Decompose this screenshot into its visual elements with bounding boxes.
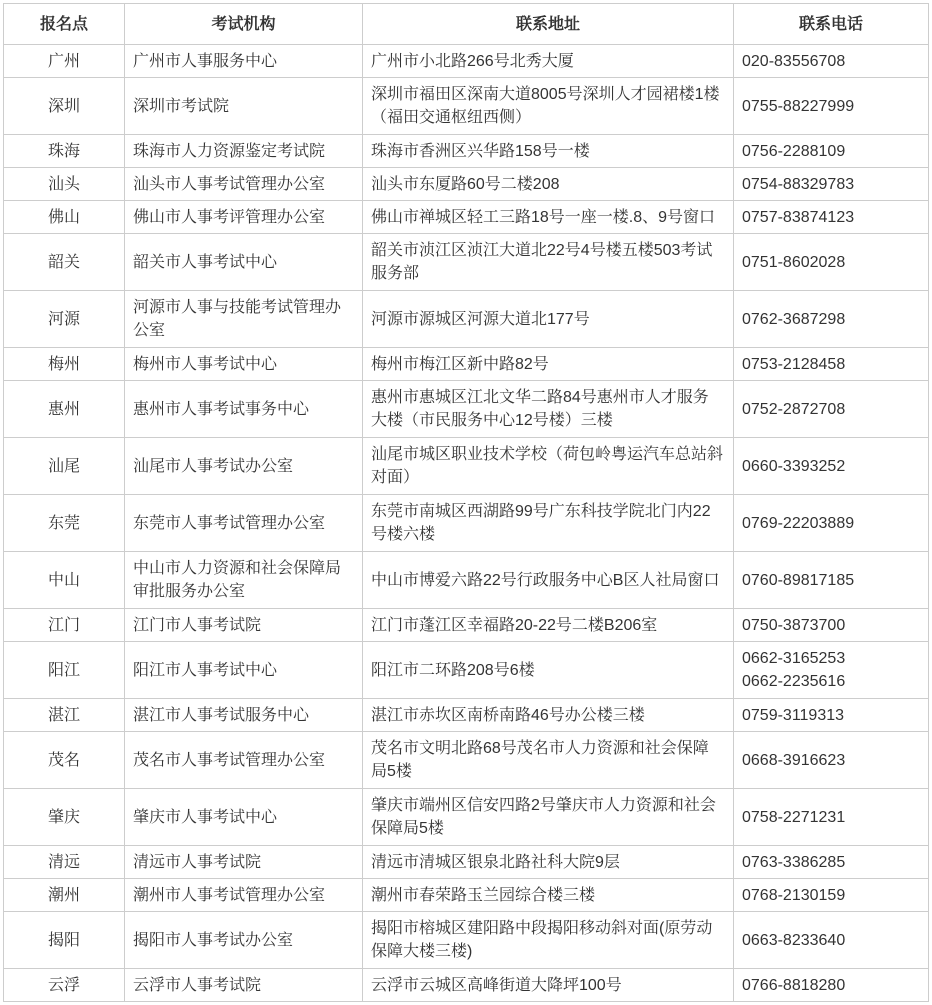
site-cell: 汕头 [4,168,125,201]
table-row [4,879,929,912]
table-row [4,732,929,789]
agency-cell: 肇庆市人事考试中心 [125,789,363,846]
table-row [4,552,929,609]
header-phone: 联系电话 [734,4,929,45]
agency-cell: 河源市人事与技能考试管理办 公室 [125,291,363,348]
agency-cell: 广州市人事服务中心 [125,45,363,78]
table-row [4,135,929,168]
table-row [4,168,929,201]
agency-cell: 惠州市人事考试事务中心 [125,381,363,438]
phone-cell: 0663-8233640 [734,912,929,969]
agency-cell: 韶关市人事考试中心 [125,234,363,291]
address-cell: 韶关市浈江区浈江大道北22号4号楼五楼503考试 服务部 [363,234,734,291]
phone-cell: 0750-3873700 [734,609,929,642]
phone-cell: 0753-2128458 [734,348,929,381]
address-cell: 阳江市二环路208号6楼 [363,642,734,699]
address-cell: 梅州市梅江区新中路82号 [363,348,734,381]
site-cell: 潮州 [4,879,125,912]
phone-cell: 0752-2872708 [734,381,929,438]
site-cell: 梅州 [4,348,125,381]
address-cell: 江门市蓬江区幸福路20-22号二楼B206室 [363,609,734,642]
agency-cell: 阳江市人事考试中心 [125,642,363,699]
address-cell: 湛江市赤坎区南桥南路46号办公楼三楼 [363,699,734,732]
table-row [4,78,929,135]
site-cell: 珠海 [4,135,125,168]
address-cell: 珠海市香洲区兴华路158号一楼 [363,135,734,168]
agency-cell: 汕尾市人事考试办公室 [125,438,363,495]
site-cell: 惠州 [4,381,125,438]
phone-cell: 0754-88329783 [734,168,929,201]
address-cell: 云浮市云城区高峰街道大降坪100号 [363,969,734,1002]
agency-cell: 清远市人事考试院 [125,846,363,879]
address-cell: 汕头市东厦路60号二楼208 [363,168,734,201]
agency-cell: 梅州市人事考试中心 [125,348,363,381]
agency-cell: 珠海市人力资源鉴定考试院 [125,135,363,168]
table-row [4,201,929,234]
header-site: 报名点 [4,4,125,45]
table-row [4,789,929,846]
phone-cell: 0768-2130159 [734,879,929,912]
agency-cell: 云浮市人事考试院 [125,969,363,1002]
phone-cell: 0756-2288109 [734,135,929,168]
site-cell: 中山 [4,552,125,609]
phone-cell: 020-83556708 [734,45,929,78]
agency-cell: 茂名市人事考试管理办公室 [125,732,363,789]
table-row [4,912,929,969]
address-cell: 广州市小北路266号北秀大厦 [363,45,734,78]
table-row [4,699,929,732]
header-address: 联系地址 [363,4,734,45]
address-cell: 茂名市文明北路68号茂名市人力资源和社会保障 局5楼 [363,732,734,789]
table-row [4,291,929,348]
table-row [4,438,929,495]
table-row [4,381,929,438]
table-row [4,969,929,1002]
phone-cell: 0760-89817185 [734,552,929,609]
agency-cell: 汕头市人事考试管理办公室 [125,168,363,201]
table-row [4,609,929,642]
address-cell: 河源市源城区河源大道北177号 [363,291,734,348]
table-row [4,45,929,78]
table-row [4,642,929,699]
phone-cell: 0769-22203889 [734,495,929,552]
agency-cell: 深圳市考试院 [125,78,363,135]
address-cell: 深圳市福田区深南大道8005号深圳人才园裙楼1楼 （福田交通枢纽西侧） [363,78,734,135]
agency-cell: 潮州市人事考试管理办公室 [125,879,363,912]
phone-cell: 0755-88227999 [734,78,929,135]
site-cell: 揭阳 [4,912,125,969]
address-cell: 惠州市惠城区江北文华二路84号惠州市人才服务 大楼（市民服务中心12号楼）三楼 [363,381,734,438]
table-row [4,846,929,879]
site-cell: 湛江 [4,699,125,732]
agency-cell: 江门市人事考试院 [125,609,363,642]
phone-cell: 0757-83874123 [734,201,929,234]
site-cell: 江门 [4,609,125,642]
address-cell: 佛山市禅城区轻工三路18号一座一楼.8、9号窗口 [363,201,734,234]
address-cell: 潮州市春荣路玉兰园综合楼三楼 [363,879,734,912]
address-cell: 东莞市南城区西湖路99号广东科技学院北门内22 号楼六楼 [363,495,734,552]
phone-cell: 0662-3165253 0662-2235616 [734,642,929,699]
site-cell: 汕尾 [4,438,125,495]
exam-site-contact-table [3,3,929,1002]
site-cell: 阳江 [4,642,125,699]
agency-cell: 东莞市人事考试管理办公室 [125,495,363,552]
address-cell: 汕尾市城区职业技术学校（荷包岭粤运汽车总站斜 对面） [363,438,734,495]
table-row [4,234,929,291]
table-row [4,495,929,552]
site-cell: 茂名 [4,732,125,789]
site-cell: 清远 [4,846,125,879]
agency-cell: 佛山市人事考评管理办公室 [125,201,363,234]
phone-cell: 0759-3119313 [734,699,929,732]
table-row [4,348,929,381]
site-cell: 河源 [4,291,125,348]
site-cell: 韶关 [4,234,125,291]
address-cell: 揭阳市榕城区建阳路中段揭阳移动斜对面(原劳动 保障大楼三楼) [363,912,734,969]
site-cell: 佛山 [4,201,125,234]
phone-cell: 0762-3687298 [734,291,929,348]
address-cell: 中山市博爱六路22号行政服务中心B区人社局窗口 [363,552,734,609]
agency-cell: 湛江市人事考试服务中心 [125,699,363,732]
phone-cell: 0758-2271231 [734,789,929,846]
site-cell: 肇庆 [4,789,125,846]
address-cell: 肇庆市端州区信安四路2号肇庆市人力资源和社会 保障局5楼 [363,789,734,846]
phone-cell: 0766-8818280 [734,969,929,1002]
table-header-row [4,4,929,45]
agency-cell: 揭阳市人事考试办公室 [125,912,363,969]
phone-cell: 0751-8602028 [734,234,929,291]
site-cell: 云浮 [4,969,125,1002]
agency-cell: 中山市人力资源和社会保障局 审批服务办公室 [125,552,363,609]
site-cell: 广州 [4,45,125,78]
header-agency: 考试机构 [125,4,363,45]
phone-cell: 0660-3393252 [734,438,929,495]
phone-cell: 0668-3916623 [734,732,929,789]
site-cell: 东莞 [4,495,125,552]
site-cell: 深圳 [4,78,125,135]
address-cell: 清远市清城区银泉北路社科大院9层 [363,846,734,879]
phone-cell: 0763-3386285 [734,846,929,879]
